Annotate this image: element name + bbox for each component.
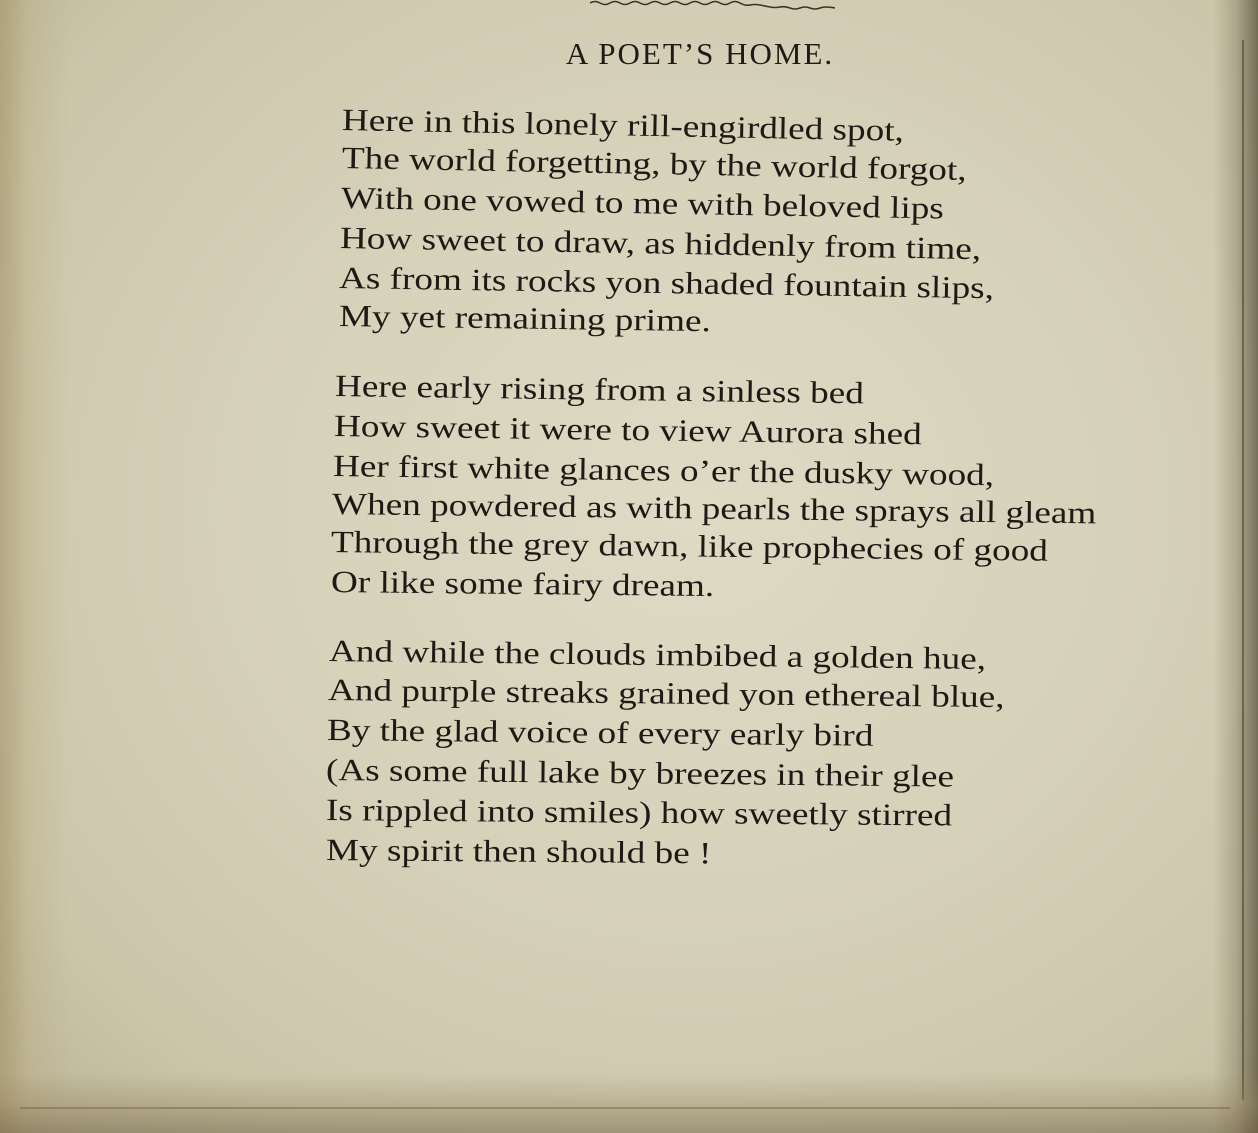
poem-line: Or like some fairy dream. (330, 564, 715, 604)
poem-line: As from its rocks yon shaded fountain slips, (338, 260, 995, 306)
poem-line: And while the clouds imbibed a golden hue, (328, 633, 987, 677)
page-bottom-line (20, 1107, 1230, 1109)
poem-line: My yet remaining prime. (338, 298, 712, 339)
poem-line: Is rippled into smiles) how sweetly stirred (325, 792, 953, 833)
poem-line: How sweet to draw, as hiddenly from time, (339, 220, 982, 267)
page-title: A POET’S HOME. (565, 36, 835, 71)
poem-line: When powdered as with pearls the sprays all gleam (331, 486, 1097, 531)
show-through-text (960, 0, 1240, 720)
poem-line: Through the grey dawn, like prophecies of good (330, 524, 1049, 568)
page-edge-line (1242, 40, 1244, 1100)
poem-line: My spirit then should be ! (325, 832, 712, 871)
poem-line: How sweet it were to view Aurora shed (333, 408, 923, 452)
poem-line: Her first white glances o’er the dusky wood, (332, 448, 995, 493)
page-bottom-shadow (0, 1073, 1258, 1133)
poem-line: Here early rising from a sinless bed (334, 368, 865, 411)
top-ornament (590, 0, 835, 10)
poem-line: And purple streaks grained yon ethereal blue, (327, 672, 1005, 715)
poem-line: Here in this lonely rill-engirdled spot, (341, 102, 905, 148)
page-gutter-shadow (0, 0, 70, 1133)
poem-line: With one vowed to me with beloved lips (340, 180, 945, 226)
poem-line: By the glad voice of every early bird (326, 712, 874, 753)
poem-line: (As some full lake by breezes in their glee (325, 752, 955, 794)
poem-line: The world forgetting, by the world forgot, (341, 140, 967, 187)
